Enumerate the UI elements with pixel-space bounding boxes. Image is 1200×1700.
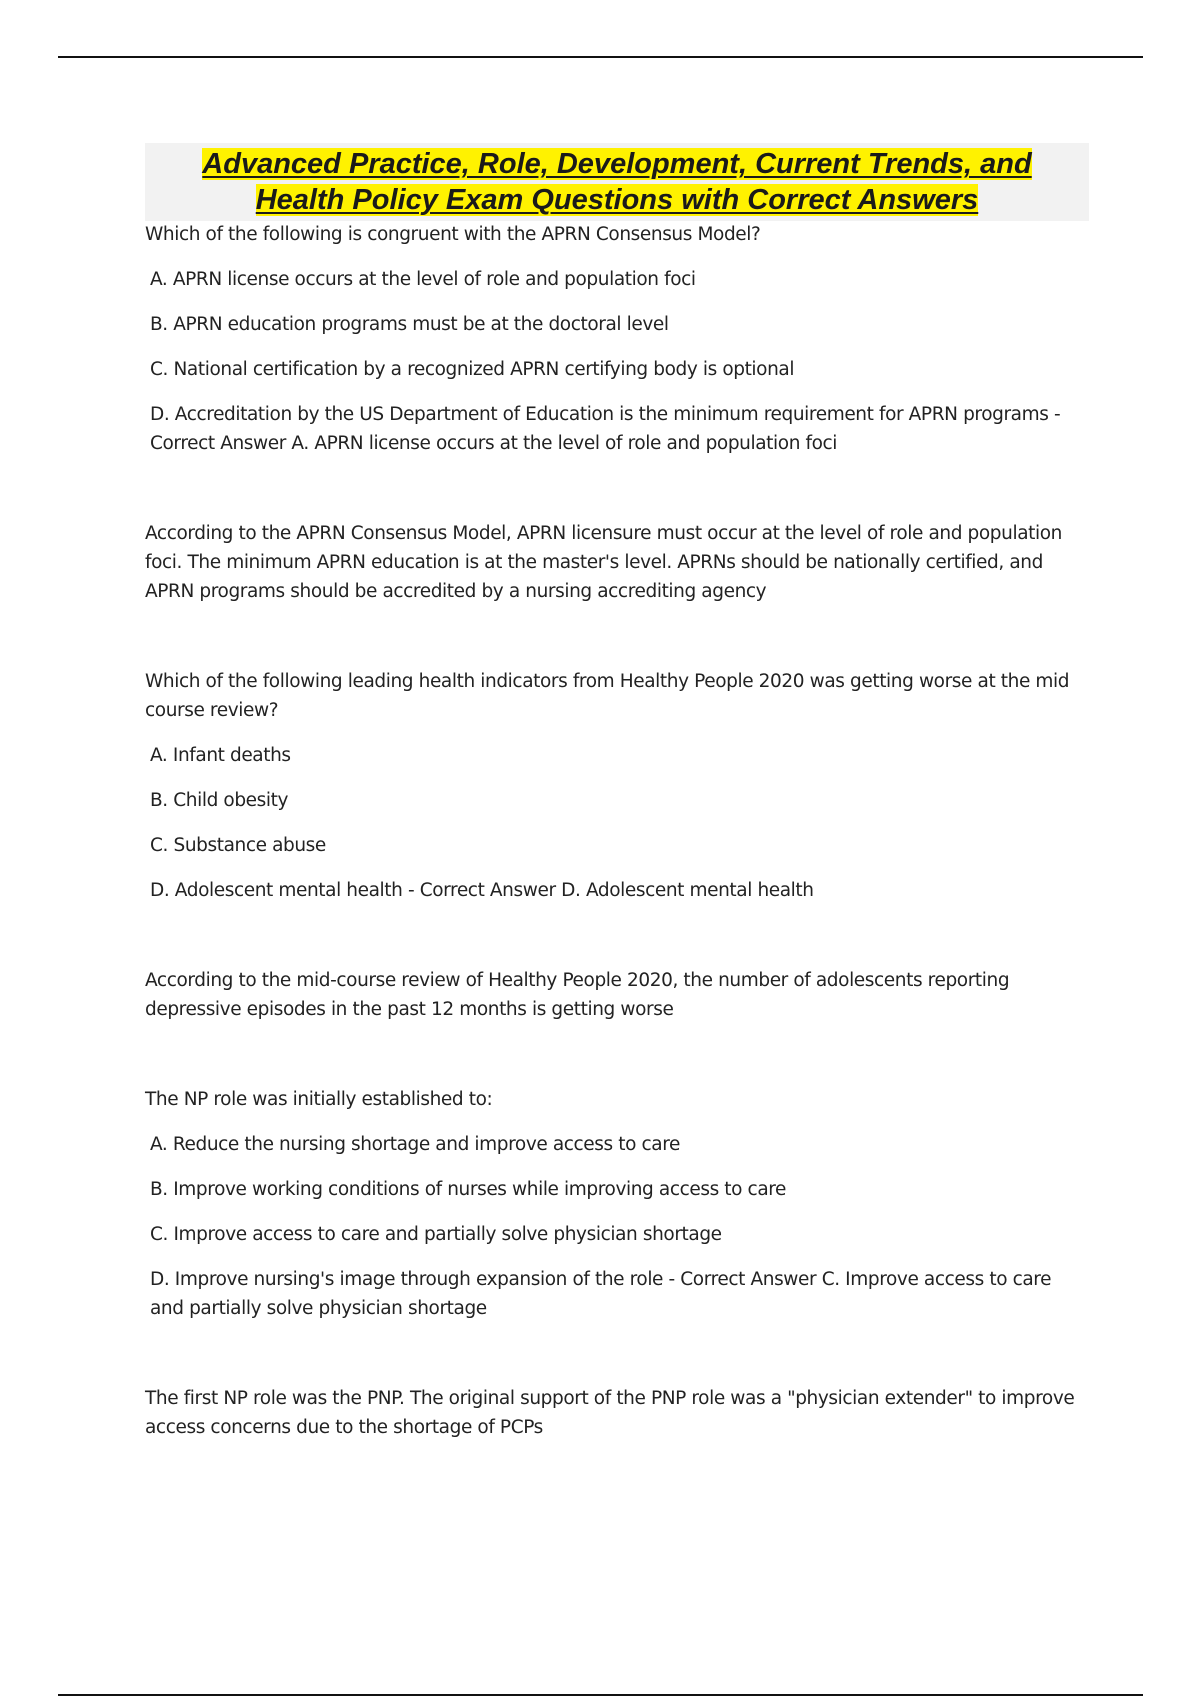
title-line-1: Advanced Practice, Role, Development, Current Trends, and	[202, 148, 1032, 180]
question-2-option-b: B. Child obesity	[150, 790, 289, 811]
question-1: Which of the following is congruent with the APRN Consensus Model?	[145, 224, 761, 245]
question-2-option-c: C. Substance abuse	[150, 835, 326, 856]
question-3-option-c: C. Improve access to care and partially solve physician shortage	[150, 1224, 722, 1245]
page-footer-rule	[58, 1694, 1143, 1696]
document-body	[145, 220, 1090, 1442]
question-2-explanation: According to the mid-course review of Healthy People 2020, the number of adolescents reporting depressive episodes in the past 12 months is getting worse	[145, 970, 1010, 1020]
question-1-explanation: According to the APRN Consensus Model, APRN licensure must occur at the level of role and population foci. The minimum APRN education is at the master's level. APRNs should be nationally certified, and APRN programs should be accredited by a nursing accrediting agency	[145, 523, 1062, 602]
question-1-option-c: C. National certification by a recognized APRN certifying body is optional	[150, 359, 795, 380]
title-line-2: Health Policy Exam Questions with Correct Answers	[255, 184, 979, 216]
question-1-option-b: B. APRN education programs must be at the doctoral level	[150, 314, 669, 335]
question-2-option-d-answer: D. Adolescent mental health - Correct Answer D. Adolescent mental health	[150, 880, 814, 901]
question-3-option-a: A. Reduce the nursing shortage and improve access to care	[150, 1134, 680, 1155]
document-title	[145, 146, 1089, 218]
question-1-option-d-answer: D. Accreditation by the US Department of Education is the minimum requirement for APRN programs - Correct Answer A. APRN license occurs at the level of role and population foci	[150, 404, 1061, 454]
page-header-rule	[58, 56, 1143, 58]
question-2-option-a: A. Infant deaths	[150, 745, 291, 766]
question-3-option-b: B. Improve working conditions of nurses while improving access to care	[150, 1179, 787, 1200]
question-3-option-d-answer: D. Improve nursing's image through expansion of the role - Correct Answer C. Improve access to care and partially solve physician shortage	[150, 1269, 1052, 1319]
question-3-explanation: The first NP role was the PNP. The original support of the PNP role was a "physician extender" to improve access concerns due to the shortage of PCPs	[145, 1388, 1075, 1438]
question-3: The NP role was initially established to:	[145, 1089, 493, 1110]
question-2: Which of the following leading health indicators from Healthy People 2020 was getting worse at the mid course review?	[145, 671, 1070, 721]
question-1-option-a: A. APRN license occurs at the level of role and population foci	[150, 269, 696, 290]
